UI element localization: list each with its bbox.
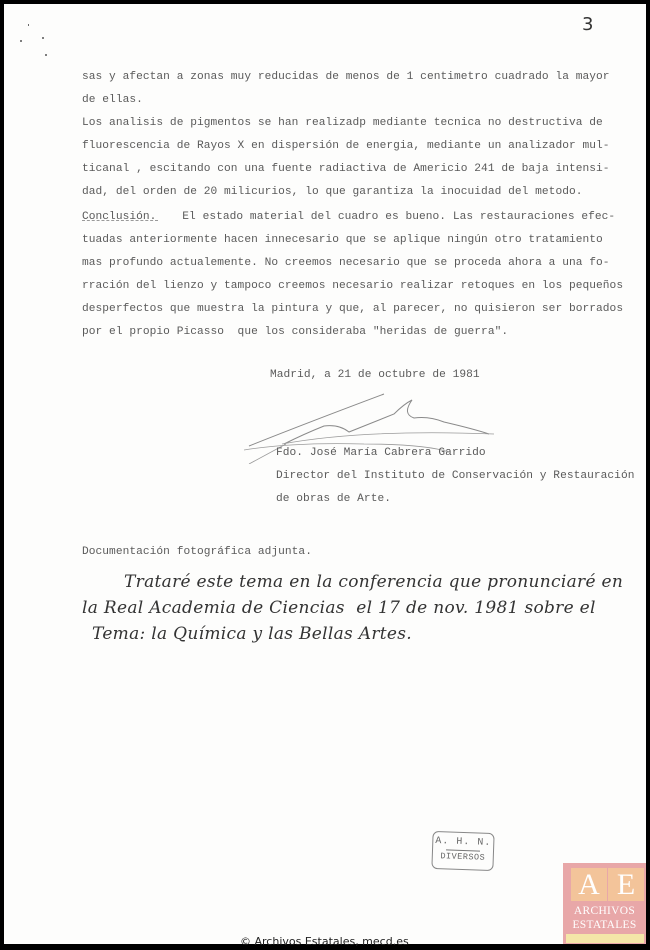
body-line: sas y afectan a zonas muy reducidas de menos de 1 centimetro cuadrado la mayor — [82, 71, 610, 83]
logo-text: ARCHIVOS — [573, 905, 636, 917]
body-line: Los analisis de pigmentos se han realizadp mediante tecnica no destructiva de — [82, 117, 603, 129]
page-number: 3 — [582, 14, 594, 35]
logo-letter-a: A — [571, 868, 607, 901]
body-line: ticanal , escitando con una fuente radiactiva de Americio 241 de baja intensi- — [82, 163, 610, 175]
handwritten-line: la Real Academia de Ciencias el 17 de nov. 1981 sobre el — [82, 598, 596, 618]
scan-speck — [20, 40, 22, 42]
signer-name: Fdo. José María Cabrera Garrido — [276, 447, 486, 459]
attachment-note: Documentación fotográfica adjunta. — [82, 546, 312, 558]
scan-speck — [28, 24, 29, 26]
archivos-estatales-logo — [563, 863, 646, 944]
body-line: por el propio Picasso que los consideraba "heridas de guerra". — [82, 326, 509, 338]
body-line: desperfectos que muestra la pintura y que, al parecer, no quisieron ser borrados — [82, 303, 624, 315]
logo-ministry-strip — [566, 934, 644, 943]
document-page — [4, 4, 646, 948]
body-line: rración del lienzo y tampoco creemos necesario realizar retoques en los pequeños — [82, 280, 624, 292]
stamp-line1: A. H. N. — [435, 836, 492, 849]
archive-stamp — [431, 831, 494, 871]
body-line: dad, del orden de 20 milicurios, lo que garantiza la inocuidad del metodo. — [82, 186, 583, 198]
conclusion-label: Conclusión. — [82, 211, 157, 223]
handwritten-line: Tema: la Química y las Bellas Artes. — [92, 624, 413, 644]
conclusion-underline — [82, 220, 158, 221]
signer-title: de obras de Arte. — [276, 493, 391, 505]
signer-title: Director del Instituto de Conservación y Restauración — [276, 470, 635, 482]
body-line: fluorescencia de Rayos X en dispersión de energia, mediante un analizador mul- — [82, 140, 610, 152]
scan-speck — [45, 54, 47, 56]
logo-text: ESTATALES — [572, 919, 637, 931]
stamp-line2: DIVERSOS — [440, 851, 486, 863]
logo-letter-e: E — [608, 868, 644, 901]
scan-speck — [42, 37, 44, 39]
body-line: El estado material del cuadro es bueno. Las restauraciones efec- — [162, 211, 616, 223]
copyright-footer: © Archivos Estatales, mecd.es — [240, 935, 409, 948]
body-line: de ellas. — [82, 94, 143, 106]
place-date: Madrid, a 21 de octubre de 1981 — [270, 369, 480, 381]
body-line: mas profundo actualemente. No creemos necesario que se proceda ahora a una fo- — [82, 257, 610, 269]
handwritten-line: Trataré este tema en la conferencia que pronunciaré en — [124, 572, 624, 592]
body-line: tuadas anteriormente hacen innecesario que se aplique ningún otro tratamiento — [82, 234, 603, 246]
